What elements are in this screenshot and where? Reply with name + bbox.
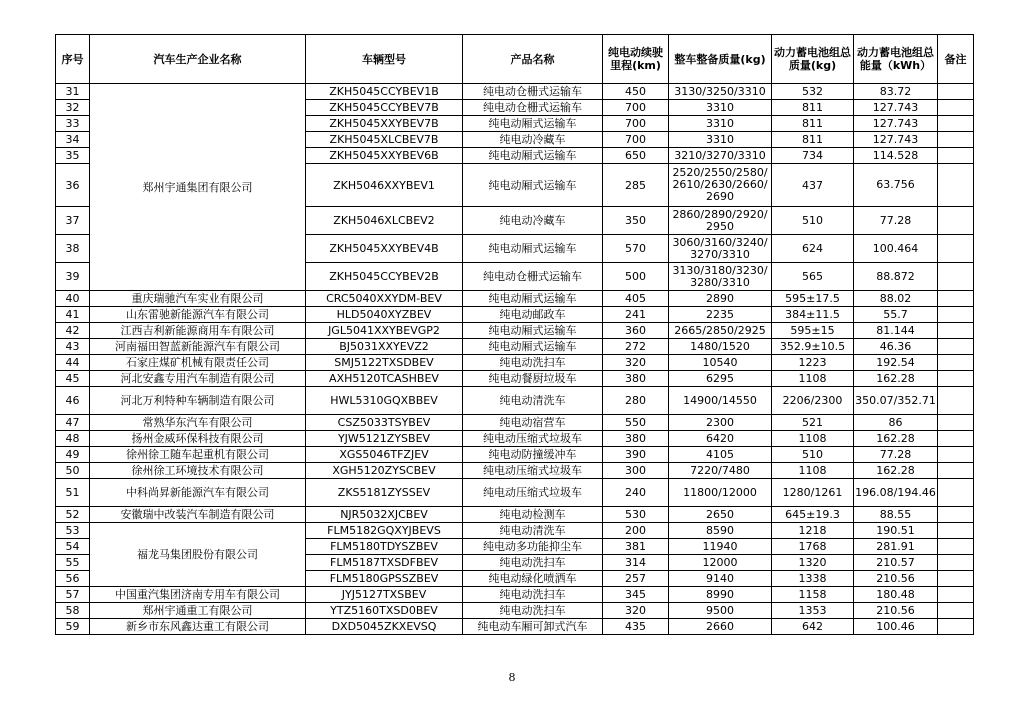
cell-model: ZKH5045CCYBEV7B [306,100,463,116]
cell-battery-energy: 210.56 [854,603,938,619]
cell-battery-energy: 127.743 [854,132,938,148]
cell-no: 33 [56,116,90,132]
cell-battery-energy: 114.528 [854,148,938,164]
table-row [56,355,974,371]
cell-battery-mass: 1353 [772,603,854,619]
cell-model: ZKH5045XXYBEV4B [306,235,463,263]
cell-range: 280 [603,387,669,415]
cell-remark [938,479,974,507]
cell-model: ZKH5045CCYBEV1B [306,84,463,100]
cell-mass: 2235 [669,307,772,323]
cell-mass: 2860/2890/2920/2950 [669,207,772,235]
cell-battery-energy: 192.54 [854,355,938,371]
cell-model: CRC5040XXYDM-BEV [306,291,463,307]
cell-product: 纯电动厢式运输车 [463,116,603,132]
cell-remark [938,523,974,539]
header-model: 车辆型号 [306,35,463,84]
cell-range: 390 [603,447,669,463]
cell-model: FLM5182GQXYJBEVS [306,523,463,539]
table-row [56,291,974,307]
cell-no: 56 [56,571,90,587]
cell-company: 河南福田智蓝新能源汽车有限公司 [90,339,306,355]
cell-battery-mass: 1320 [772,555,854,571]
cell-battery-energy: 100.46 [854,619,938,635]
cell-battery-mass: 1218 [772,523,854,539]
table-row [56,463,974,479]
table-row [56,603,974,619]
cell-mass: 11800/12000 [669,479,772,507]
cell-no: 40 [56,291,90,307]
cell-battery-mass: 642 [772,619,854,635]
cell-mass: 3210/3270/3310 [669,148,772,164]
cell-remark [938,116,974,132]
cell-remark [938,371,974,387]
cell-remark [938,132,974,148]
cell-model: FLM5180TDYSZBEV [306,539,463,555]
cell-model: ZKH5045XXYBEV7B [306,116,463,132]
cell-no: 36 [56,164,90,207]
cell-company: 中国重汽集团济南专用车有限公司 [90,587,306,603]
cell-range: 530 [603,507,669,523]
table-row [56,619,974,635]
cell-battery-mass: 384±11.5 [772,307,854,323]
header-no: 序号 [56,35,90,84]
cell-company: 石家庄煤矿机械有限责任公司 [90,355,306,371]
cell-remark [938,291,974,307]
cell-mass: 14900/14550 [669,387,772,415]
header-remark: 备注 [938,35,974,84]
cell-no: 44 [56,355,90,371]
cell-range: 360 [603,323,669,339]
cell-range: 320 [603,355,669,371]
cell-battery-energy: 210.57 [854,555,938,571]
cell-no: 32 [56,100,90,116]
cell-model: AXH5120TCASHBEV [306,371,463,387]
header-row [56,35,974,84]
cell-remark [938,164,974,207]
cell-product: 纯电动仓栅式运输车 [463,263,603,291]
table-row [56,84,974,100]
cell-mass: 7220/7480 [669,463,772,479]
cell-company: 常熟华东汽车有限公司 [90,415,306,431]
cell-model: DXD5045ZKXEVSQ [306,619,463,635]
cell-product: 纯电动厢式运输车 [463,339,603,355]
cell-no: 37 [56,207,90,235]
cell-no: 54 [56,539,90,555]
cell-battery-energy: 162.28 [854,431,938,447]
cell-company: 河北安鑫专用汽车制造有限公司 [90,371,306,387]
cell-product: 纯电动压缩式垃圾车 [463,463,603,479]
cell-company: 郑州宇通集团有限公司 [90,84,306,291]
cell-no: 57 [56,587,90,603]
table-row [56,507,974,523]
cell-model: HLD5040XYZBEV [306,307,463,323]
cell-battery-mass: 1108 [772,431,854,447]
cell-product: 纯电动冷藏车 [463,132,603,148]
header-range: 纯电动续驶里程(km) [603,35,669,84]
cell-range: 200 [603,523,669,539]
cell-remark [938,555,974,571]
cell-model: ZKS5181ZYSSEV [306,479,463,507]
cell-battery-mass: 811 [772,100,854,116]
cell-company: 新乡市东风鑫达重工有限公司 [90,619,306,635]
cell-remark [938,323,974,339]
cell-battery-energy: 127.743 [854,100,938,116]
cell-company: 徐州徐工随车起重机有限公司 [90,447,306,463]
table-row [56,307,974,323]
cell-remark [938,463,974,479]
cell-battery-mass: 1280/1261 [772,479,854,507]
cell-battery-mass: 521 [772,415,854,431]
cell-no: 53 [56,523,90,539]
cell-mass: 9140 [669,571,772,587]
cell-no: 31 [56,84,90,100]
cell-product: 纯电动宿营车 [463,415,603,431]
cell-mass: 11940 [669,539,772,555]
cell-mass: 6420 [669,431,772,447]
cell-range: 272 [603,339,669,355]
cell-mass: 3310 [669,132,772,148]
cell-mass: 2300 [669,415,772,431]
cell-battery-mass: 624 [772,235,854,263]
cell-no: 42 [56,323,90,339]
header-mass: 整车整备质量(kg) [669,35,772,84]
cell-no: 59 [56,619,90,635]
cell-range: 500 [603,263,669,291]
cell-range: 700 [603,132,669,148]
cell-range: 700 [603,100,669,116]
cell-company: 河北万利特种车辆制造有限公司 [90,387,306,415]
cell-battery-energy: 196.08/194.46 [854,479,938,507]
cell-battery-energy: 77.28 [854,447,938,463]
cell-mass: 8990 [669,587,772,603]
table-row [56,387,974,415]
cell-product: 纯电动防撞缓冲车 [463,447,603,463]
cell-remark [938,431,974,447]
cell-battery-mass: 1108 [772,371,854,387]
cell-model: YTZ5160TXSD0BEV [306,603,463,619]
cell-no: 48 [56,431,90,447]
cell-company: 徐州徐工环境技术有限公司 [90,463,306,479]
cell-product: 纯电动洗扫车 [463,355,603,371]
cell-product: 纯电动仓栅式运输车 [463,100,603,116]
cell-product: 纯电动仓栅式运输车 [463,84,603,100]
cell-range: 314 [603,555,669,571]
cell-no: 47 [56,415,90,431]
cell-remark [938,539,974,555]
cell-battery-mass: 565 [772,263,854,291]
table-body [56,84,974,635]
cell-model: ZKH5045CCYBEV2B [306,263,463,291]
cell-product: 纯电动厢式运输车 [463,148,603,164]
cell-battery-energy: 210.56 [854,571,938,587]
cell-remark [938,355,974,371]
cell-model: ZKH5045XXYBEV6B [306,148,463,164]
cell-battery-energy: 63.756 [854,164,938,207]
cell-mass: 2520/2550/2580/2610/2630/2660/2690 [669,164,772,207]
cell-range: 350 [603,207,669,235]
document-page [55,34,974,635]
cell-mass: 3130/3250/3310 [669,84,772,100]
cell-company: 扬州金威环保科技有限公司 [90,431,306,447]
cell-battery-energy: 46.36 [854,339,938,355]
cell-mass: 2665/2850/2925 [669,323,772,339]
cell-battery-mass: 595±15 [772,323,854,339]
cell-company: 安徽瑞中改装汽车制造有限公司 [90,507,306,523]
cell-remark [938,603,974,619]
cell-range: 380 [603,371,669,387]
cell-model: NJR5032XJCBEV [306,507,463,523]
cell-model: BJ5031XXYEVZ2 [306,339,463,355]
header-product: 产品名称 [463,35,603,84]
cell-product: 纯电动餐厨垃圾车 [463,371,603,387]
cell-range: 257 [603,571,669,587]
cell-range: 450 [603,84,669,100]
cell-remark [938,619,974,635]
cell-model: CSZ5033TSYBEV [306,415,463,431]
cell-battery-mass: 1338 [772,571,854,587]
cell-battery-energy: 100.464 [854,235,938,263]
cell-range: 240 [603,479,669,507]
cell-product: 纯电动清洗车 [463,387,603,415]
cell-product: 纯电动压缩式垃圾车 [463,431,603,447]
header-company: 汽车生产企业名称 [90,35,306,84]
cell-model: JGL5041XXYBEVGP2 [306,323,463,339]
cell-product: 纯电动厢式运输车 [463,291,603,307]
cell-remark [938,100,974,116]
cell-battery-energy: 127.743 [854,116,938,132]
cell-range: 405 [603,291,669,307]
cell-range: 550 [603,415,669,431]
cell-no: 34 [56,132,90,148]
cell-range: 285 [603,164,669,207]
cell-model: FLM5187TXSDFBEV [306,555,463,571]
cell-battery-mass: 532 [772,84,854,100]
cell-remark [938,415,974,431]
cell-battery-energy: 180.48 [854,587,938,603]
cell-battery-mass: 510 [772,207,854,235]
cell-battery-energy: 350.07/352.71 [854,387,938,415]
cell-mass: 6295 [669,371,772,387]
cell-mass: 1480/1520 [669,339,772,355]
cell-model: ZKH5045XLCBEV7B [306,132,463,148]
cell-mass: 3130/3180/3230/3280/3310 [669,263,772,291]
cell-mass: 2650 [669,507,772,523]
cell-battery-energy: 281.91 [854,539,938,555]
cell-range: 435 [603,619,669,635]
cell-no: 46 [56,387,90,415]
cell-product: 纯电动洗扫车 [463,603,603,619]
page-number: 8 [508,671,516,684]
cell-remark [938,587,974,603]
cell-battery-mass: 811 [772,116,854,132]
cell-product: 纯电动厢式运输车 [463,164,603,207]
cell-no: 51 [56,479,90,507]
cell-battery-energy: 88.55 [854,507,938,523]
cell-remark [938,447,974,463]
cell-no: 52 [56,507,90,523]
cell-battery-mass: 510 [772,447,854,463]
cell-remark [938,235,974,263]
cell-remark [938,339,974,355]
cell-range: 380 [603,431,669,447]
cell-no: 58 [56,603,90,619]
cell-battery-mass: 734 [772,148,854,164]
cell-company: 中科尚昇新能源汽车有限公司 [90,479,306,507]
cell-model: XGS5046TFZJEV [306,447,463,463]
cell-company: 郑州宇通重工有限公司 [90,603,306,619]
cell-battery-mass: 1223 [772,355,854,371]
cell-mass: 12000 [669,555,772,571]
cell-battery-mass: 352.9±10.5 [772,339,854,355]
cell-range: 300 [603,463,669,479]
cell-remark [938,148,974,164]
table-row [56,339,974,355]
vehicle-catalog-table [55,34,974,635]
cell-range: 320 [603,603,669,619]
cell-range: 700 [603,116,669,132]
cell-mass: 2890 [669,291,772,307]
cell-no: 39 [56,263,90,291]
cell-battery-energy: 86 [854,415,938,431]
cell-no: 50 [56,463,90,479]
cell-product: 纯电动洗扫车 [463,587,603,603]
cell-remark [938,84,974,100]
cell-model: FLM5180GPSSZBEV [306,571,463,587]
header-battery-energy: 动力蓄电池组总能量（kWh） [854,35,938,84]
cell-battery-energy: 81.144 [854,323,938,339]
cell-mass: 10540 [669,355,772,371]
cell-company: 江西吉利新能源商用车有限公司 [90,323,306,339]
cell-company: 山东雷驰新能源汽车有限公司 [90,307,306,323]
cell-model: ZKH5046XLCBEV2 [306,207,463,235]
cell-no: 38 [56,235,90,263]
cell-range: 241 [603,307,669,323]
cell-company: 重庆瑞驰汽车实业有限公司 [90,291,306,307]
cell-mass: 3310 [669,100,772,116]
cell-model: JYJ5127TXSBEV [306,587,463,603]
cell-no: 43 [56,339,90,355]
cell-range: 381 [603,539,669,555]
cell-product: 纯电动压缩式垃圾车 [463,479,603,507]
cell-battery-energy: 162.28 [854,463,938,479]
cell-battery-energy: 77.28 [854,207,938,235]
header-battery-mass: 动力蓄电池组总质量(kg) [772,35,854,84]
cell-remark [938,263,974,291]
cell-model: SMJ5122TXSDBEV [306,355,463,371]
cell-remark [938,207,974,235]
table-row [56,523,974,539]
cell-battery-energy: 55.7 [854,307,938,323]
cell-battery-mass: 437 [772,164,854,207]
cell-mass: 3060/3160/3240/3270/3310 [669,235,772,263]
cell-product: 纯电动洗扫车 [463,555,603,571]
table-row [56,447,974,463]
cell-product: 纯电动厢式运输车 [463,235,603,263]
table-row [56,323,974,339]
cell-battery-energy: 162.28 [854,371,938,387]
cell-battery-mass: 595±17.5 [772,291,854,307]
cell-battery-energy: 88.872 [854,263,938,291]
cell-battery-mass: 1108 [772,463,854,479]
cell-battery-energy: 190.51 [854,523,938,539]
table-row [56,415,974,431]
cell-product: 纯电动车厢可卸式汽车 [463,619,603,635]
cell-product: 纯电动检测车 [463,507,603,523]
cell-product: 纯电动多功能抑尘车 [463,539,603,555]
cell-no: 35 [56,148,90,164]
cell-remark [938,307,974,323]
cell-product: 纯电动清洗车 [463,523,603,539]
cell-remark [938,507,974,523]
cell-mass: 3310 [669,116,772,132]
table-row [56,431,974,447]
cell-product: 纯电动绿化喷洒车 [463,571,603,587]
cell-battery-energy: 83.72 [854,84,938,100]
table-row [56,371,974,387]
cell-product: 纯电动厢式运输车 [463,323,603,339]
cell-no: 41 [56,307,90,323]
cell-model: ZKH5046XXYBEV1 [306,164,463,207]
cell-mass: 4105 [669,447,772,463]
cell-battery-mass: 2206/2300 [772,387,854,415]
cell-battery-mass: 1158 [772,587,854,603]
table-row [56,587,974,603]
cell-model: YJW5121ZYSBEV [306,431,463,447]
cell-battery-energy: 88.02 [854,291,938,307]
cell-model: XGH5120ZYSCBEV [306,463,463,479]
cell-no: 49 [56,447,90,463]
cell-product: 纯电动邮政车 [463,307,603,323]
cell-mass: 2660 [669,619,772,635]
cell-battery-mass: 1768 [772,539,854,555]
cell-range: 570 [603,235,669,263]
table-row [56,479,974,507]
cell-remark [938,387,974,415]
cell-battery-mass: 811 [772,132,854,148]
cell-product: 纯电动冷藏车 [463,207,603,235]
cell-no: 55 [56,555,90,571]
cell-remark [938,571,974,587]
cell-company: 福龙马集团股份有限公司 [90,523,306,587]
cell-model: HWL5310GQXBBEV [306,387,463,415]
cell-range: 650 [603,148,669,164]
cell-range: 345 [603,587,669,603]
cell-mass: 8590 [669,523,772,539]
cell-battery-mass: 645±19.3 [772,507,854,523]
cell-mass: 9500 [669,603,772,619]
cell-no: 45 [56,371,90,387]
